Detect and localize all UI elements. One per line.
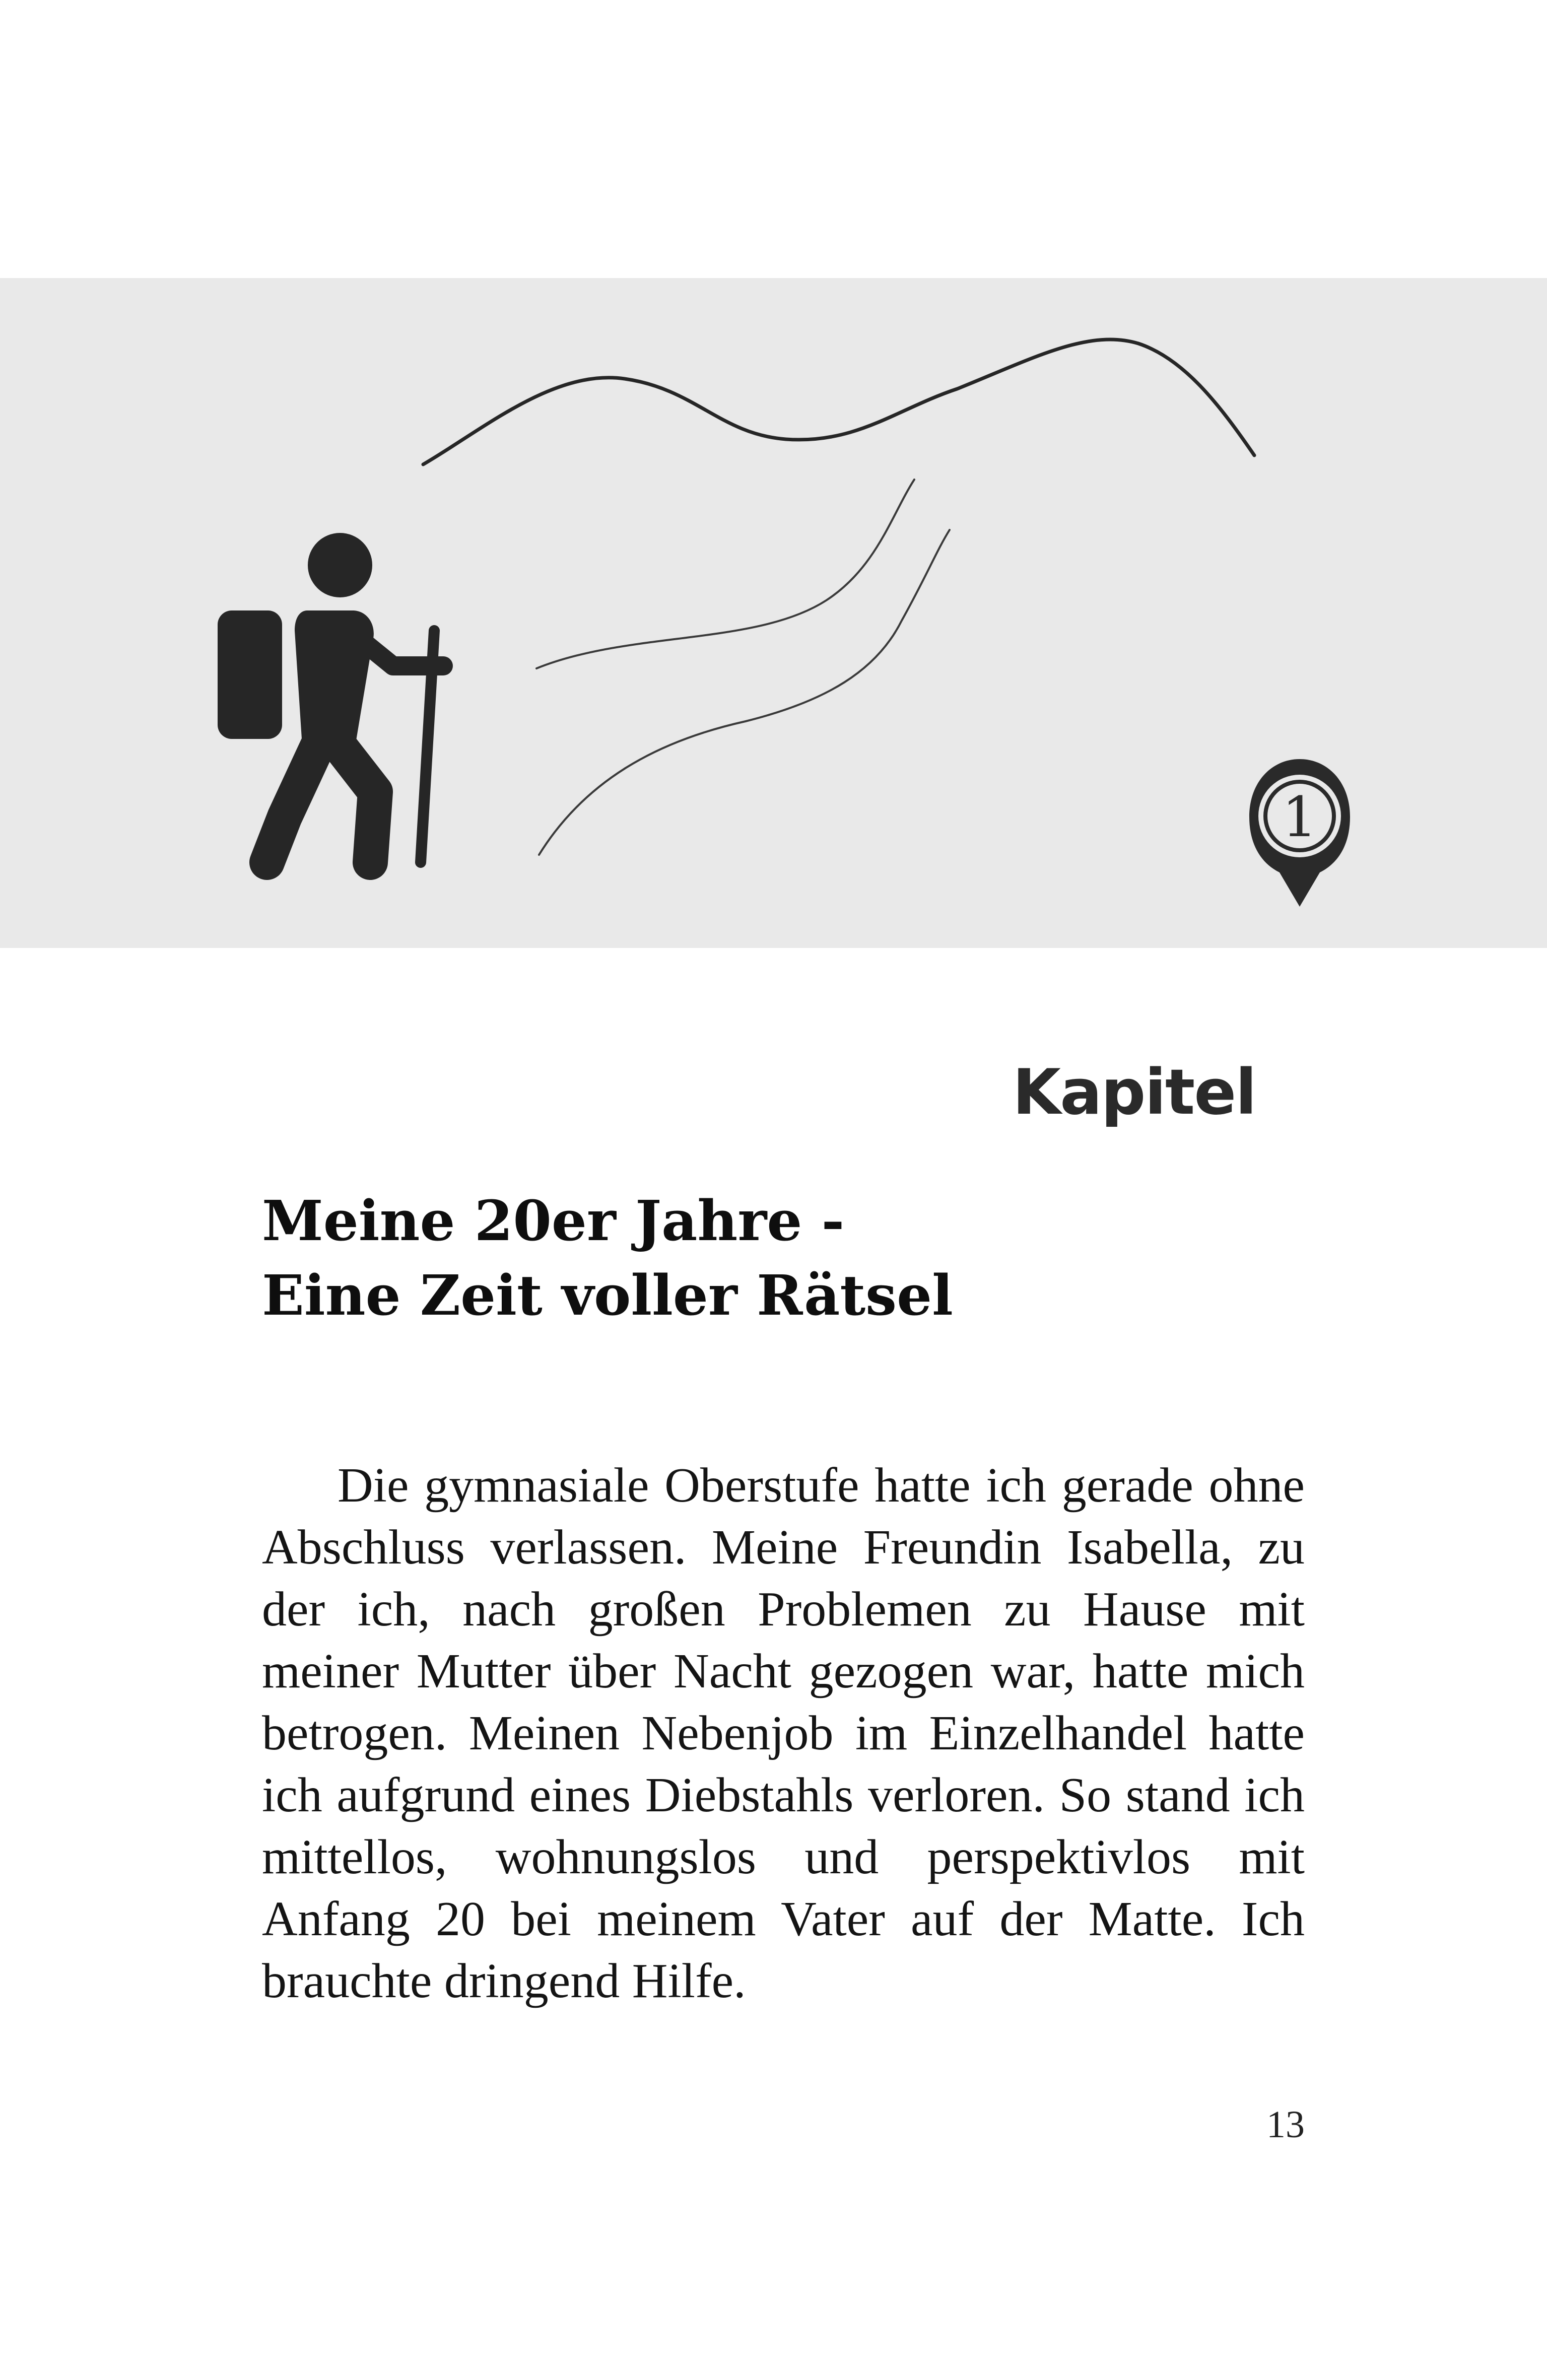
- kapitel-label: Kapitel: [1013, 1056, 1256, 1129]
- trail-line-lower: [539, 530, 950, 855]
- page-number: 13: [1266, 2103, 1305, 2146]
- banner-illustration: [0, 278, 1547, 948]
- chapter-title: [262, 1184, 1345, 1333]
- hiker-icon: [218, 533, 443, 862]
- body-paragraph: Die gymnasiale Oberstufe hatte ich gerade ohne Abschluss verlassen. Meine Freundin Isabella, zu der ich, nach großen Problemen zu Hause mit meiner Mutter über Nacht gezogen war, hatte mich betrogen. Meinen Nebenjob im Einzelhandel hatte ich aufgrund eines Diebstahls verloren. So stand ich mittellos, wohnungslos und perspektivlos mit Anfang 20 bei meinem Vater auf der Matte. Ich brauchte dringend Hilfe.: [262, 1458, 1305, 2008]
- chapter-number: 1: [1282, 785, 1317, 849]
- map-pin-icon: [1249, 759, 1350, 907]
- chapter-title-line-2: Eine Zeit voller Rätsel: [262, 1263, 953, 1328]
- mountain-ridge-line: [423, 339, 1254, 464]
- trail-line-upper: [536, 480, 914, 668]
- chapter-title-line-1: Meine 20er Jahre -: [262, 1188, 845, 1253]
- chapter-banner: [0, 278, 1547, 1129]
